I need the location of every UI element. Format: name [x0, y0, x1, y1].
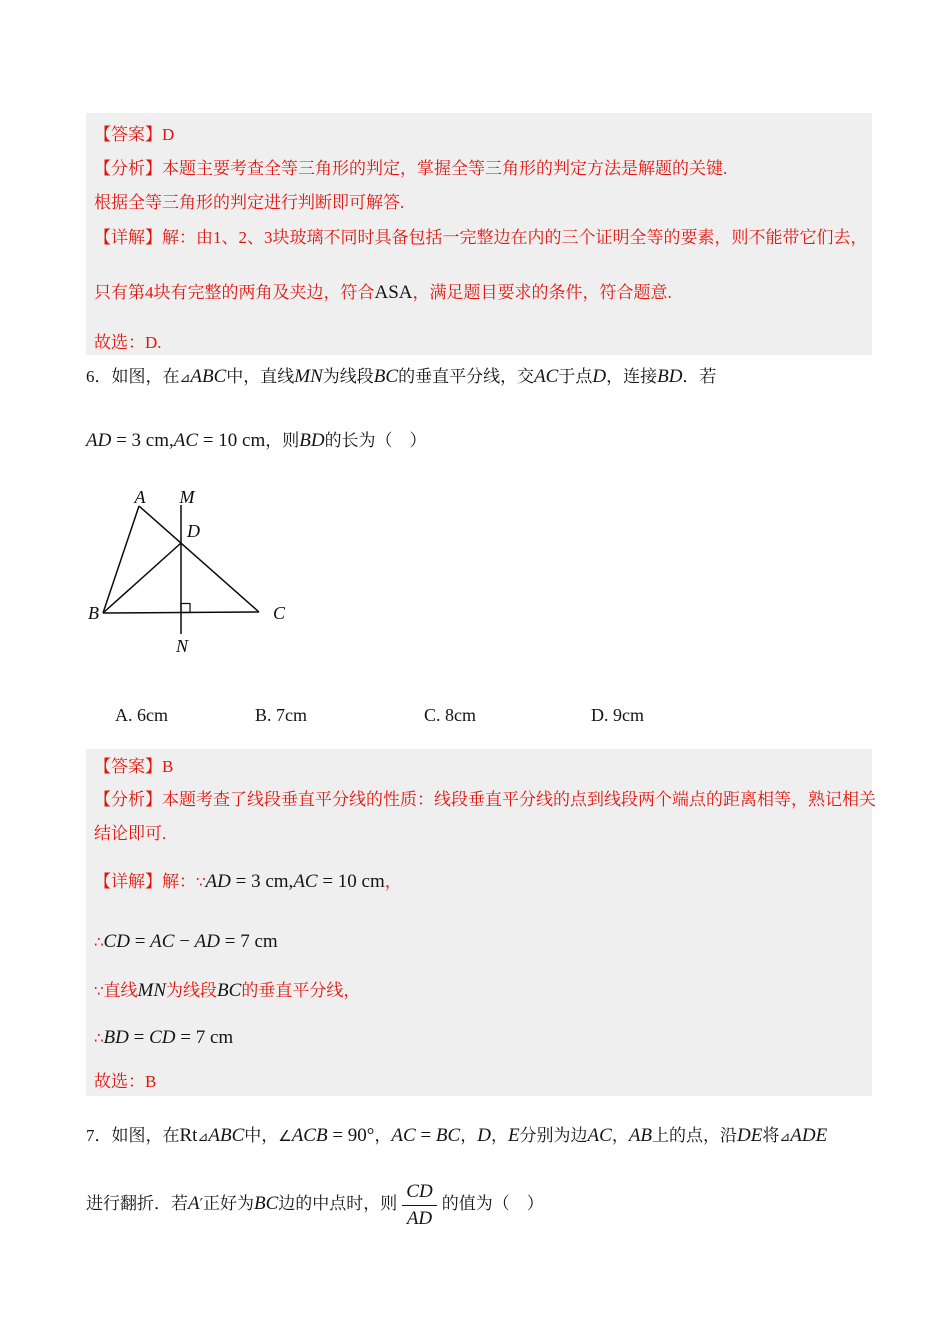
math-var: ABC: [208, 1125, 245, 1146]
math-var: E: [507, 1125, 520, 1146]
prime-symbol: ′: [199, 1195, 204, 1213]
math-value: = 3 cm,: [230, 871, 294, 892]
detail-line-2: [94, 283, 864, 303]
math-var: ADE: [790, 1125, 828, 1146]
question-text: 的值为（ ）: [441, 1194, 544, 1213]
detail-label: 【详解】解：: [94, 872, 196, 891]
answer-line: 【答案】D: [94, 125, 175, 144]
angle-symbol: ∠: [278, 1127, 292, 1145]
conclusion-line: 故选：D.: [94, 333, 162, 352]
option-b: B. 7cm: [255, 705, 307, 725]
triangle-diagram: [86, 479, 346, 664]
math-op: =: [415, 1125, 436, 1146]
math-var: DE: [737, 1125, 763, 1146]
math-var: BD: [299, 430, 325, 451]
math-var: BC: [435, 1125, 461, 1146]
question-text: ．若: [682, 367, 717, 386]
math-var: MN: [137, 980, 167, 1001]
question-text: 的垂直平分线，交: [398, 367, 535, 386]
detail-line-1: [94, 870, 864, 894]
option-d: D. 9cm: [591, 705, 644, 725]
analysis-line-2: 结论即可.: [94, 824, 167, 843]
question-7-line-1: [86, 1124, 872, 1150]
detail-line-1: 【详解】解：由1、2、3块玻璃不同时具备包括一完整边在内的三个证明全等的要素，则不能带它们去，: [94, 228, 868, 247]
conclusion-line: 故选：B: [94, 1072, 157, 1091]
line-label-m: M: [179, 487, 195, 507]
math-var: CD: [149, 1027, 176, 1048]
question-text: 7．如图，在: [86, 1126, 180, 1145]
detail-text: 为线段: [166, 981, 218, 1000]
question-text: 正好为: [203, 1194, 255, 1213]
fraction-cd-ad: [402, 1181, 436, 1230]
detail-text: ，满足题目要求的条件，符合题意.: [412, 283, 672, 302]
math-value: = 7 cm: [175, 1027, 234, 1048]
analysis-line-1: 【分析】本题主要考查全等三角形的判定，掌握全等三角形的判定方法是解题的关键.: [94, 159, 728, 178]
point-label-d: D: [187, 521, 200, 541]
math-var: ABC: [190, 366, 227, 387]
analysis-line-1: 【分析】本题考查了线段垂直平分线的性质：线段垂直平分线的点到线段两个端点的距离相等，熟记相关: [94, 790, 876, 809]
math-var: BD: [657, 366, 683, 387]
options-row: [86, 705, 872, 729]
math-var: AC: [150, 931, 175, 952]
answer-block-2: [86, 749, 876, 1096]
math-value: = 90°: [327, 1125, 375, 1146]
vertex-label-c: C: [273, 603, 286, 623]
math-value: = 10 cm: [317, 871, 385, 892]
math-op: =: [128, 1027, 150, 1048]
math-var: AC: [391, 1125, 416, 1146]
math-value: = 7 cm: [220, 931, 278, 952]
math-var: AB: [628, 1125, 653, 1146]
question-text: 中，直线: [226, 367, 295, 386]
because-symbol: ∵: [94, 982, 104, 1000]
math-op: −: [174, 931, 195, 952]
because-symbol: ∵: [196, 873, 206, 891]
punctuation: ，: [490, 1126, 508, 1145]
math-var: AD: [86, 430, 112, 451]
rt-label: Rt: [179, 1125, 198, 1146]
math-var: AC: [534, 366, 559, 387]
fraction-denominator: AD: [406, 1207, 433, 1229]
math-var: MN: [294, 366, 323, 387]
punctuation: ，: [374, 1126, 392, 1145]
question-text: 中，: [244, 1126, 279, 1145]
triangle-symbol: ⊿: [179, 371, 191, 386]
math-var: CD: [103, 931, 130, 952]
question-text: 将: [762, 1126, 780, 1145]
triangle-symbol: ⊿: [197, 1130, 209, 1145]
answer-block-1: [86, 113, 872, 355]
therefore-symbol: ∴: [94, 933, 104, 951]
math-var: AD: [205, 871, 231, 892]
detail-line-2: [94, 930, 864, 954]
detail-text: 的垂直平分线，: [241, 981, 361, 1000]
punctuation: ，: [384, 872, 402, 891]
detail-text: 只有第4块有完整的两角及夹边，符合: [94, 283, 375, 302]
right-angle-mark: [181, 604, 190, 613]
question-text: 为线段: [322, 367, 374, 386]
option-c: C. 8cm: [424, 705, 476, 725]
answer-line: 【答案】B: [94, 757, 174, 776]
math-var: A: [188, 1193, 200, 1214]
math-var: ACB: [291, 1125, 328, 1146]
analysis-line-2: 根据全等三角形的判定进行判断即可解答.: [94, 193, 405, 212]
option-a: A. 6cm: [115, 705, 168, 725]
asa-term: ASA: [374, 282, 413, 303]
math-var: BD: [103, 1027, 129, 1048]
triangle-symbol: ⊿: [779, 1130, 791, 1145]
question-7-line-2: [86, 1174, 872, 1234]
math-var: D: [477, 1125, 491, 1146]
question-6-line-1: [86, 365, 872, 391]
detail-text: 直线: [103, 981, 138, 1000]
geometry-figure: [86, 479, 872, 669]
math-var: AC: [293, 871, 318, 892]
math-var: D: [592, 366, 607, 387]
detail-line-3: [94, 979, 864, 1003]
question-text: 的长为（ ）: [324, 431, 427, 450]
question-text: 边的中点时，则: [278, 1194, 398, 1213]
question-text: 6．如图，在: [86, 367, 180, 386]
math-var: BC: [254, 1193, 279, 1214]
fraction-numerator: CD: [402, 1181, 436, 1206]
line-label-n: N: [175, 636, 189, 656]
question-text: 上的点，沿: [652, 1126, 738, 1145]
punctuation: ，: [611, 1126, 629, 1145]
punctuation: ，: [460, 1126, 478, 1145]
detail-line-4: [94, 1026, 864, 1050]
vertex-label-b: B: [88, 603, 99, 623]
math-value: = 3 cm,: [111, 430, 174, 451]
math-op: =: [129, 931, 151, 952]
math-var: BC: [373, 366, 399, 387]
question-text: 于点: [558, 367, 593, 386]
question-text: ，连接: [606, 367, 658, 386]
math-var: BC: [217, 980, 242, 1001]
question-text: 进行翻折．若: [86, 1194, 188, 1213]
math-var: AC: [173, 430, 199, 451]
question-text: ，则: [265, 431, 300, 450]
therefore-symbol: ∴: [94, 1029, 104, 1047]
vertex-label-a: A: [134, 487, 146, 507]
question-6-line-2: [86, 429, 872, 453]
math-var: AC: [587, 1125, 612, 1146]
math-var: AD: [194, 931, 220, 952]
question-text: 分别为边: [519, 1126, 588, 1145]
math-value: = 10 cm: [198, 430, 266, 451]
